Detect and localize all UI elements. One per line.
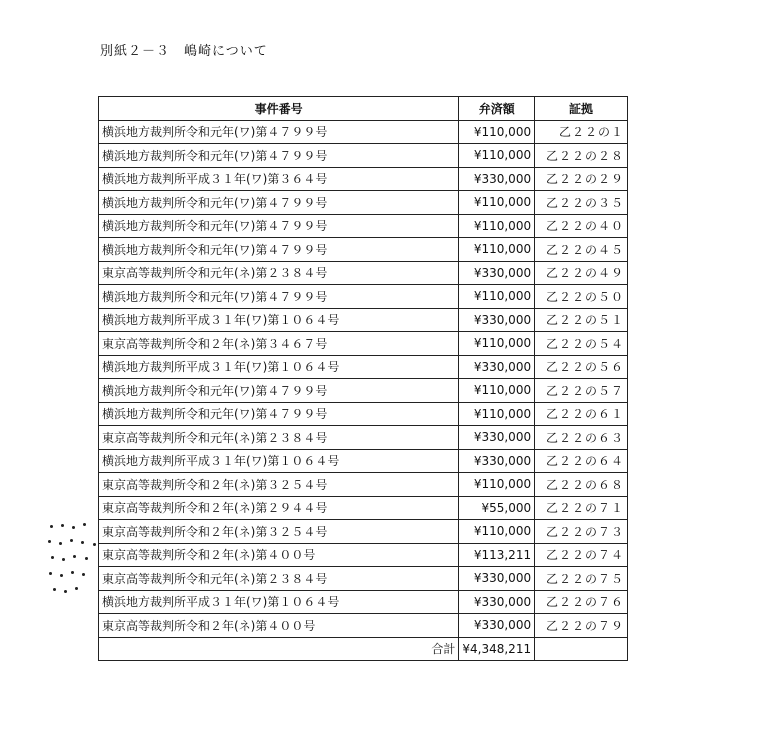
table-row	[99, 355, 628, 379]
evidence-cell: 乙２２の７５	[535, 567, 628, 591]
total-empty-cell	[535, 637, 628, 661]
evidence-cell: 乙２２の３５	[535, 191, 628, 215]
speckle	[72, 526, 75, 529]
evidence-cell: 乙２２の７３	[535, 520, 628, 544]
case-number-cell: 東京高等裁判所令和元年(ネ)第２３８４号	[99, 261, 459, 285]
case-number-cell: 横浜地方裁判所令和元年(ワ)第４７９９号	[99, 238, 459, 262]
evidence-cell: 乙２２の７４	[535, 543, 628, 567]
speckle	[83, 523, 86, 526]
table-row	[99, 426, 628, 450]
table-row	[99, 543, 628, 567]
amount-cell: ¥110,000	[459, 332, 535, 356]
speckle	[82, 573, 85, 576]
header-evidence: 証拠	[535, 97, 628, 121]
speckle	[70, 539, 73, 542]
table-row	[99, 261, 628, 285]
speckle	[61, 524, 64, 527]
evidence-cell: 乙２２の５０	[535, 285, 628, 309]
speckle	[51, 556, 54, 559]
amount-cell: ¥330,000	[459, 167, 535, 191]
table-row	[99, 214, 628, 238]
table-header-row	[99, 97, 628, 121]
table-row	[99, 449, 628, 473]
speckle	[48, 540, 51, 543]
evidence-cell: 乙２２の１	[535, 120, 628, 144]
amount-cell: ¥330,000	[459, 261, 535, 285]
amount-cell: ¥330,000	[459, 567, 535, 591]
speckle	[50, 525, 53, 528]
amount-cell: ¥330,000	[459, 426, 535, 450]
case-number-cell: 横浜地方裁判所令和元年(ワ)第４７９９号	[99, 402, 459, 426]
evidence-cell: 乙２２の２８	[535, 144, 628, 168]
amount-cell: ¥110,000	[459, 144, 535, 168]
case-number-cell: 横浜地方裁判所令和元年(ワ)第４７９９号	[99, 285, 459, 309]
speckle	[64, 590, 67, 593]
case-number-cell: 東京高等裁判所令和元年(ネ)第２３８４号	[99, 426, 459, 450]
table-row	[99, 496, 628, 520]
table-row	[99, 238, 628, 262]
table-row	[99, 332, 628, 356]
speckle	[75, 587, 78, 590]
evidence-cell: 乙２２の７１	[535, 496, 628, 520]
table-row	[99, 614, 628, 638]
amount-cell: ¥110,000	[459, 285, 535, 309]
case-number-cell: 東京高等裁判所令和２年(ネ)第３４６７号	[99, 332, 459, 356]
total-label: 合計	[99, 637, 459, 661]
amount-cell: ¥330,000	[459, 614, 535, 638]
amount-cell: ¥110,000	[459, 191, 535, 215]
evidence-cell: 乙２２の２９	[535, 167, 628, 191]
evidence-cell: 乙２２の４５	[535, 238, 628, 262]
amount-cell: ¥110,000	[459, 473, 535, 497]
page-heading: 別紙２－３ 嶋崎について	[100, 44, 268, 59]
speckle	[73, 555, 76, 558]
case-number-cell: 横浜地方裁判所令和元年(ワ)第４７９９号	[99, 379, 459, 403]
table-row	[99, 285, 628, 309]
total-row	[99, 637, 628, 661]
evidence-cell: 乙２２の６３	[535, 426, 628, 450]
speckle	[59, 542, 62, 545]
amount-cell: ¥330,000	[459, 449, 535, 473]
case-number-cell: 横浜地方裁判所令和元年(ワ)第４７９９号	[99, 191, 459, 215]
case-number-cell: 横浜地方裁判所平成３１年(ワ)第３６４号	[99, 167, 459, 191]
table-row	[99, 120, 628, 144]
total-amount: ¥4,348,211	[459, 637, 535, 661]
evidence-cell: 乙２２の４０	[535, 214, 628, 238]
evidence-cell: 乙２２の５１	[535, 308, 628, 332]
case-number-cell: 横浜地方裁判所平成３１年(ワ)第１０６４号	[99, 308, 459, 332]
amount-cell: ¥110,000	[459, 120, 535, 144]
case-number-cell: 東京高等裁判所令和２年(ネ)第３２５４号	[99, 520, 459, 544]
evidence-cell: 乙２２の６４	[535, 449, 628, 473]
table-row	[99, 567, 628, 591]
speckle	[49, 572, 52, 575]
amount-cell: ¥113,211	[459, 543, 535, 567]
case-number-cell: 横浜地方裁判所令和元年(ワ)第４７９９号	[99, 144, 459, 168]
case-number-cell: 東京高等裁判所令和２年(ネ)第３２５４号	[99, 473, 459, 497]
amount-cell: ¥110,000	[459, 402, 535, 426]
speckle	[85, 557, 88, 560]
case-number-cell: 横浜地方裁判所令和元年(ワ)第４７９９号	[99, 214, 459, 238]
case-number-cell: 東京高等裁判所令和元年(ネ)第２３８４号	[99, 567, 459, 591]
table-row	[99, 402, 628, 426]
payment-table	[98, 96, 628, 661]
evidence-cell: 乙２２の５６	[535, 355, 628, 379]
table-row	[99, 144, 628, 168]
case-number-cell: 横浜地方裁判所平成３１年(ワ)第１０６４号	[99, 590, 459, 614]
evidence-cell: 乙２２の７９	[535, 614, 628, 638]
case-number-cell: 横浜地方裁判所令和元年(ワ)第４７９９号	[99, 120, 459, 144]
amount-cell: ¥330,000	[459, 308, 535, 332]
table-row	[99, 590, 628, 614]
table-row	[99, 308, 628, 332]
speckle	[53, 588, 56, 591]
evidence-cell: 乙２２の６８	[535, 473, 628, 497]
case-number-cell: 東京高等裁判所令和２年(ネ)第４００号	[99, 543, 459, 567]
amount-cell: ¥110,000	[459, 238, 535, 262]
speckle	[81, 541, 84, 544]
evidence-cell: 乙２２の６１	[535, 402, 628, 426]
case-number-cell: 東京高等裁判所令和２年(ネ)第２９４４号	[99, 496, 459, 520]
amount-cell: ¥110,000	[459, 214, 535, 238]
table-row	[99, 167, 628, 191]
amount-cell: ¥55,000	[459, 496, 535, 520]
header-amount: 弁済額	[459, 97, 535, 121]
case-number-cell: 東京高等裁判所令和２年(ネ)第４００号	[99, 614, 459, 638]
header-case-number: 事件番号	[99, 97, 459, 121]
table-row	[99, 191, 628, 215]
table-row	[99, 520, 628, 544]
amount-cell: ¥330,000	[459, 590, 535, 614]
case-number-cell: 横浜地方裁判所平成３１年(ワ)第１０６４号	[99, 449, 459, 473]
evidence-cell: 乙２２の４９	[535, 261, 628, 285]
evidence-cell: 乙２２の５７	[535, 379, 628, 403]
speckle	[71, 571, 74, 574]
table-row	[99, 379, 628, 403]
table-row	[99, 473, 628, 497]
evidence-cell: 乙２２の５４	[535, 332, 628, 356]
amount-cell: ¥110,000	[459, 520, 535, 544]
amount-cell: ¥110,000	[459, 379, 535, 403]
speckle	[62, 558, 65, 561]
case-number-cell: 横浜地方裁判所平成３１年(ワ)第１０６４号	[99, 355, 459, 379]
evidence-cell: 乙２２の７６	[535, 590, 628, 614]
amount-cell: ¥330,000	[459, 355, 535, 379]
speckle	[93, 543, 96, 546]
speckle	[60, 574, 63, 577]
